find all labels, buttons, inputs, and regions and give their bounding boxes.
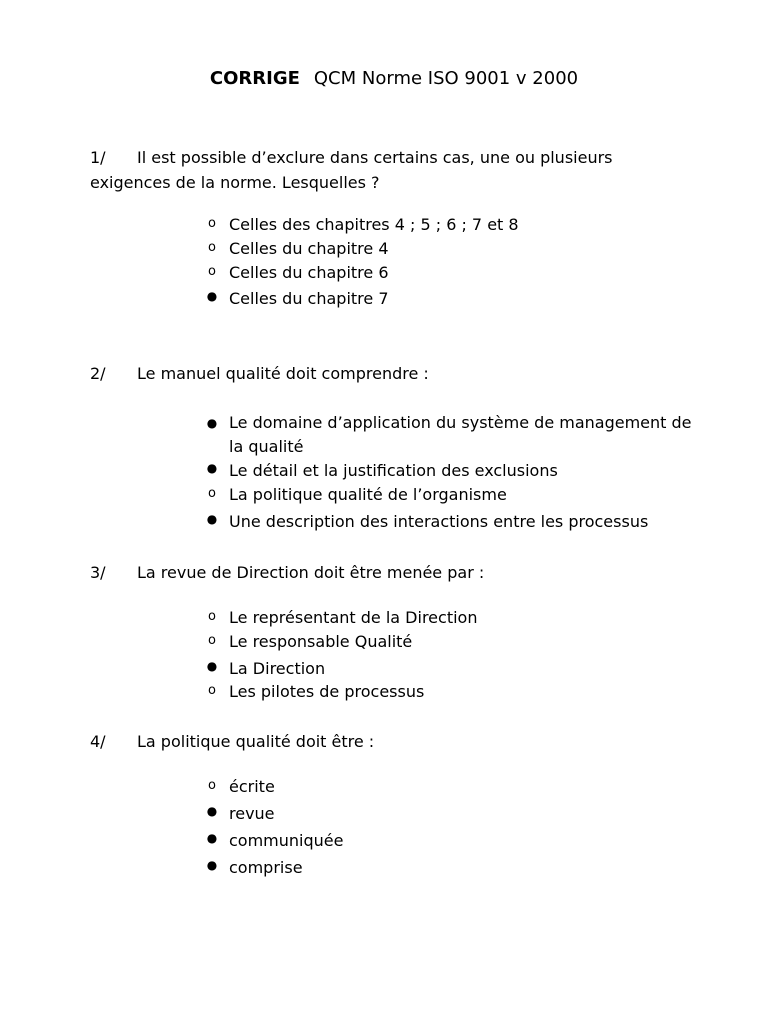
- option-item: [205, 239, 705, 263]
- radio-empty-icon: o: [208, 216, 216, 231]
- option-item: [205, 682, 705, 706]
- option-label: écrite: [229, 777, 275, 796]
- option-item: [205, 608, 705, 632]
- question-text: La revue de Direction doit être menée par :: [137, 563, 485, 582]
- title-bold: CORRIGE: [209, 68, 300, 89]
- option-item: [205, 263, 705, 289]
- question-1-line2: exigences de la norme. Lesquelles ?: [90, 173, 380, 192]
- question-3-line1: [90, 560, 690, 585]
- option-item: [205, 804, 705, 831]
- radio-empty-icon: o: [208, 609, 216, 624]
- option-label: Le domaine d’application du système de management de: [229, 413, 692, 432]
- page-title: [0, 68, 768, 89]
- radio-empty-icon: o: [208, 486, 216, 501]
- option-label: Celles du chapitre 7: [229, 289, 389, 308]
- question-2: [90, 361, 690, 386]
- question-number: 1/: [90, 148, 106, 167]
- radio-empty-icon: o: [208, 264, 216, 279]
- option-item: [205, 411, 705, 461]
- option-item: [205, 461, 705, 485]
- question-text: La politique qualité doit être :: [137, 732, 375, 751]
- option-item: [205, 289, 705, 313]
- bullet-filled-icon: ●: [206, 858, 218, 872]
- option-label: Celles du chapitre 4: [229, 239, 389, 258]
- bullet-filled-icon: ●: [206, 804, 218, 818]
- bullet-filled-icon: ●: [206, 416, 218, 430]
- question-1-options: [205, 215, 705, 313]
- bullet-filled-icon: ●: [206, 512, 218, 526]
- question-text: Le manuel qualité doit comprendre :: [137, 364, 429, 383]
- radio-empty-icon: o: [208, 240, 216, 255]
- question-2-options: [205, 411, 705, 536]
- option-label: Le détail et la justification des exclusions: [229, 461, 558, 480]
- bullet-filled-icon: ●: [206, 289, 218, 303]
- question-4: [90, 729, 690, 754]
- option-item: [205, 858, 705, 882]
- option-item: [205, 485, 705, 512]
- question-text: Il est possible d’exclure dans certains cas, une ou plusieurs: [137, 148, 613, 167]
- option-label: communiquée: [229, 831, 344, 850]
- question-2-line1: [90, 361, 690, 386]
- question-1: [90, 145, 690, 195]
- bullet-filled-icon: ●: [206, 831, 218, 845]
- question-1-line1: [90, 145, 690, 170]
- option-label: La Direction: [229, 659, 326, 678]
- question-number: 4/: [90, 732, 106, 751]
- option-item: [205, 777, 705, 804]
- option-label: Une description des interactions entre les processus: [229, 512, 649, 531]
- option-label-cont: la qualité: [229, 437, 304, 456]
- bullet-filled-icon: ●: [206, 461, 218, 475]
- option-item: [205, 831, 705, 858]
- option-label: Celles des chapitres 4 ; 5 ; 6 ; 7 et 8: [229, 215, 519, 234]
- radio-empty-icon: o: [208, 683, 216, 698]
- option-label: revue: [229, 804, 275, 823]
- radio-empty-icon: o: [208, 778, 216, 793]
- radio-empty-icon: o: [208, 633, 216, 648]
- bullet-filled-icon: ●: [206, 659, 218, 673]
- option-label: Celles du chapitre 6: [229, 263, 389, 282]
- question-4-options: [205, 777, 705, 882]
- option-label: La politique qualité de l’organisme: [229, 485, 507, 504]
- option-label: Le responsable Qualité: [229, 632, 413, 651]
- question-3-options: [205, 608, 705, 706]
- option-label: comprise: [229, 858, 303, 877]
- question-number: 2/: [90, 364, 106, 383]
- title-rest: QCM Norme ISO 9001 v 2000: [313, 68, 579, 89]
- option-item: [205, 512, 705, 536]
- option-label: Le représentant de la Direction: [229, 608, 478, 627]
- question-4-line1: [90, 729, 690, 754]
- question-number: 3/: [90, 563, 106, 582]
- option-label: Les pilotes de processus: [229, 682, 425, 701]
- option-item: [205, 215, 705, 239]
- option-item: [205, 659, 705, 682]
- option-item: [205, 632, 705, 659]
- question-3: [90, 560, 690, 585]
